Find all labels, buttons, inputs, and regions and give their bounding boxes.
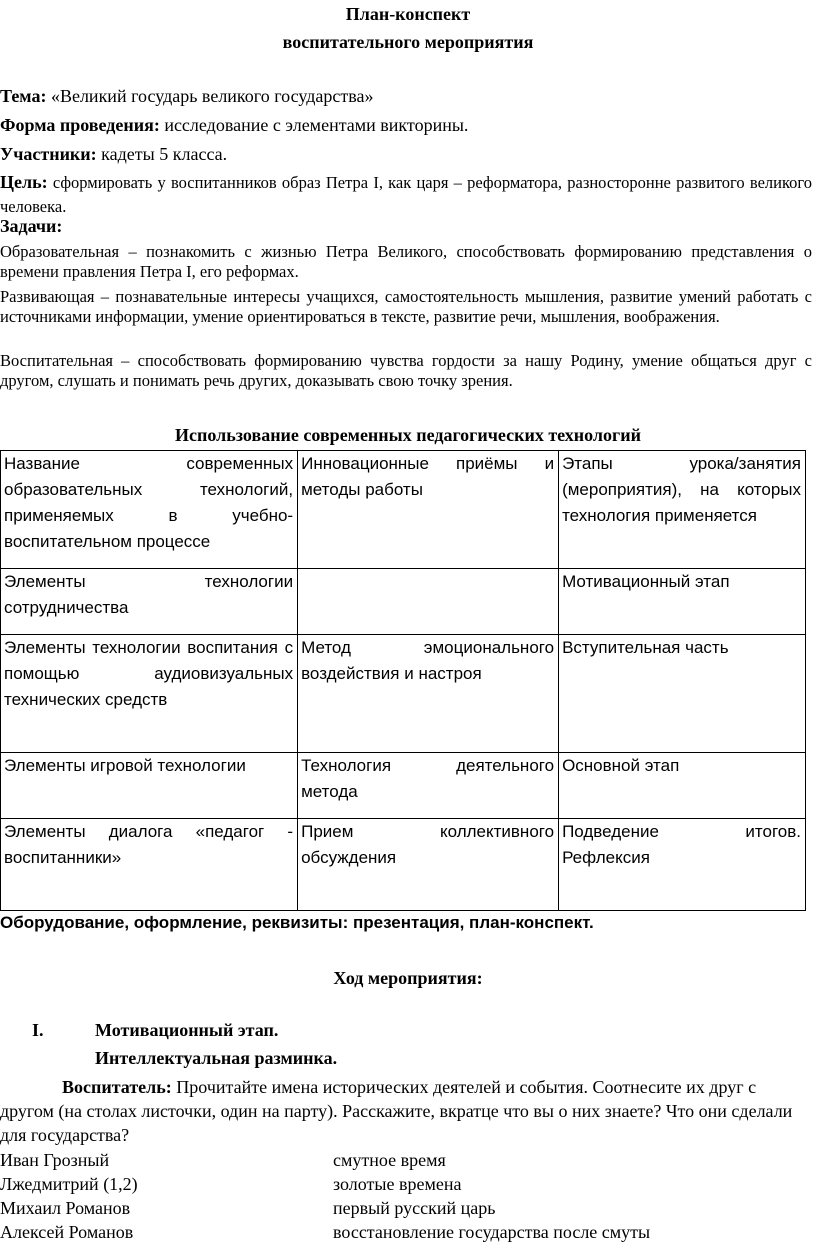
pair-right: восстановление государства после смуты [333, 1222, 651, 1242]
pair-right: смутное время [333, 1150, 446, 1170]
table-row [1, 635, 806, 753]
table-cell: Основной этап [559, 753, 806, 819]
header-cell-stages: Этапы урока/занятия (мероприятия), на которых технология применяется [559, 451, 806, 569]
table-cell: Мотивационный этап [559, 569, 806, 635]
goal-value: сформировать у воспитанников образ Петра I, как царя – реформатора, разносторонне развитого великого человека. [0, 173, 812, 216]
teacher-paragraph [0, 1075, 812, 1147]
pair-right: первый русский царь [333, 1198, 496, 1218]
topic-value: «Великий государь великого государства» [46, 86, 374, 106]
pair-left: Иван Грозный [0, 1150, 110, 1170]
task-educational: Образовательная – познакомить с жизнью Петра Великого, способствовать формированию представления о времени правления Петра I, его реформах. [0, 242, 812, 281]
task-developing: Развивающая – познавательные интересы учащихся, самостоятельность мышления, развитие умений работать с источниками информации, умение ориентироваться в тексте, развитие речи, мышления, воображения. [0, 287, 812, 326]
tasks-label: Задачи: [0, 216, 63, 236]
goal-line [0, 170, 812, 218]
table-row [1, 753, 806, 819]
table-cell: Вступительная часть [559, 635, 806, 753]
header-cell-methods: Инновационные приёмы и методы работы [298, 451, 559, 569]
participants-label: Участники: [0, 144, 97, 164]
pair-left: Лжедмитрий (1,2) [0, 1174, 138, 1194]
form-value: исследование с элементами викторины. [159, 115, 469, 135]
participants-line [0, 142, 816, 166]
course-title: Ход мероприятия: [333, 968, 483, 988]
teacher-label: Воспитатель: [62, 1077, 172, 1097]
table-cell: Элементы диалога «педагог - воспитанники» [1, 819, 298, 911]
pair-right: золотые времена [333, 1174, 462, 1194]
pair-left: Алексей Романов [0, 1222, 134, 1242]
form-line [0, 113, 816, 137]
document-subtitle: воспитательного мероприятия [282, 32, 534, 52]
section-number: I. [32, 1020, 44, 1040]
topic-line [0, 84, 816, 108]
section-title: Мотивационный этап. [95, 1020, 279, 1040]
table-cell: Элементы игровой технологии [1, 753, 298, 819]
goal-label: Цель: [0, 172, 48, 192]
participants-value: кадеты 5 класса. [96, 144, 228, 164]
table-cell: Метод эмоционального воздействия и настроя [298, 635, 559, 753]
table-cell: Подведение итогов. Рефлексия [559, 819, 806, 911]
table-cell: Элементы технологии воспитания с помощью аудиовизуальных технических средств [1, 635, 298, 753]
table-title: Использование современных педагогических технологий [175, 425, 641, 445]
tasks-label-line [0, 214, 816, 238]
equipment-line: Оборудование, оформление, реквизиты: презентация, план-конспект. [0, 913, 594, 932]
section-subtitle: Интеллектуальная разминка. [95, 1048, 338, 1068]
form-label: Форма проведения: [0, 115, 160, 135]
teacher-text: Прочитайте имена исторических деятелей и события. Соотнесите их друг с другом (на столах листочки, один на парту). Расскажите, вкратце что вы о них знаете? Что они сделали для государства? [0, 1077, 793, 1145]
table-cell: Элементы технологии сотрудничества [1, 569, 298, 635]
technologies-table [0, 450, 806, 911]
table-cell: Прием коллективного обсуждения [298, 819, 559, 911]
document-title: План-конспект [345, 4, 471, 24]
table-row [1, 819, 806, 911]
table-header-row [1, 451, 806, 569]
table-cell [298, 569, 559, 635]
pair-left: Михаил Романов [0, 1198, 131, 1218]
table-row [1, 569, 806, 635]
table-cell: Технология деятельного метода [298, 753, 559, 819]
header-cell-technology: Название современных образовательных технологий, применяемых в учебно-воспитательном процессе [1, 451, 298, 569]
topic-label: Тема: [0, 86, 47, 106]
task-upbringing: Воспитательная – способствовать формированию чувства гордости за нашу Родину, умение общаться друг с другом, слушать и понимать речь других, доказывать свою точку зрения. [0, 351, 812, 390]
